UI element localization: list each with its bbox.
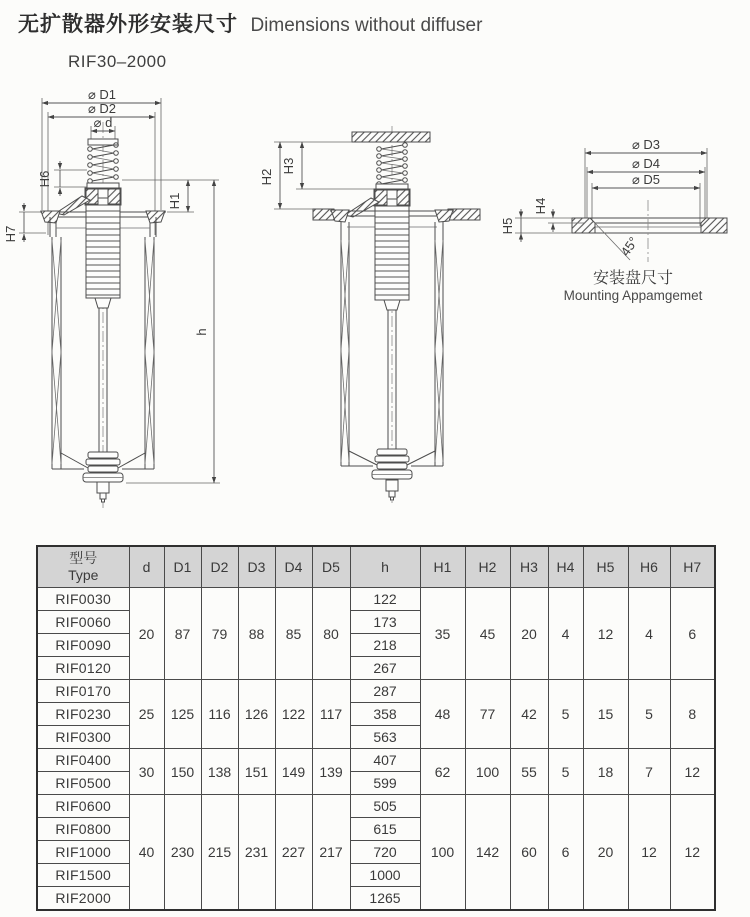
column-header-H4: H4 [548,546,583,588]
value-cell: 12 [583,588,628,680]
value-cell: 126 [238,680,275,749]
value-cell: 100 [465,749,510,795]
h-cell: 407 [350,749,420,772]
dim-label-h: h [194,328,209,336]
type-cell: RIF0800 [37,818,129,841]
value-cell: 227 [275,795,312,911]
dim-label-h5: H5 [500,217,515,235]
h-cell: 267 [350,657,420,680]
bottom-disc-stack [83,452,123,502]
page-title-english: Dimensions without diffuser [250,15,483,36]
value-cell: 12 [628,795,670,911]
column-header-H3: H3 [510,546,548,588]
value-cell: 20 [583,795,628,911]
value-cell: 88 [238,588,275,680]
value-cell: 217 [312,795,350,911]
value-cell: 125 [164,680,201,749]
drawing-mounting-plate [500,137,727,303]
column-header-H5: H5 [583,546,628,588]
h-cell: 1000 [350,864,420,887]
type-cell: RIF0170 [37,680,129,703]
h-cell: 563 [350,726,420,749]
value-cell: 18 [583,749,628,795]
h-cell: 358 [350,703,420,726]
type-cell: RIF2000 [37,887,129,911]
value-cell: 12 [670,795,715,911]
value-cell: 5 [548,749,583,795]
h-cell: 1265 [350,887,420,911]
value-cell: 138 [201,749,238,795]
value-cell: 85 [275,588,312,680]
ribbed-core [86,205,120,298]
column-header-D4: D4 [275,546,312,588]
value-cell: 7 [628,749,670,795]
column-header-H1: H1 [420,546,465,588]
value-cell: 230 [164,795,201,911]
value-cell: 40 [129,795,164,911]
h-cell: 505 [350,795,420,818]
ribbed-core-installed [375,206,409,300]
value-cell: 79 [201,588,238,680]
model-range-label: RIF30–2000 [68,52,167,71]
spec-table [36,545,716,911]
top-plate [352,132,430,142]
dim-label-h3: H3 [281,157,296,175]
type-cell: RIF0030 [37,588,129,611]
page-title-chinese: 无扩散器外形安装尺寸 [18,13,238,36]
column-header-h: h [350,546,420,588]
type-cell: RIF0120 [37,657,129,680]
value-cell: 87 [164,588,201,680]
value-cell: 80 [312,588,350,680]
column-header-D3: D3 [238,546,275,588]
column-header-H2: H2 [465,546,510,588]
value-cell: 30 [129,749,164,795]
plate-section [572,200,727,262]
dim-label-45deg: 45° [617,234,642,259]
dim-label-d2: ⌀ D2 [87,101,117,116]
dim-label-d5: ⌀ D5 [631,172,661,187]
type-cell: RIF1000 [37,841,129,864]
value-cell: 15 [583,680,628,749]
value-cell: 55 [510,749,548,795]
table-row [37,588,715,611]
table-row [37,749,715,772]
h-cell: 173 [350,611,420,634]
type-cell: RIF0500 [37,772,129,795]
value-cell: 215 [201,795,238,911]
value-cell: 48 [420,680,465,749]
h-cell: 615 [350,818,420,841]
value-cell: 20 [510,588,548,680]
type-cell: RIF0230 [37,703,129,726]
value-cell: 60 [510,795,548,911]
dim-label-d3: ⌀ D3 [631,137,661,152]
value-cell: 100 [420,795,465,911]
mounting-caption-chinese: 安装盘尺寸 [592,270,674,287]
h-cell: 720 [350,841,420,864]
value-cell: 5 [548,680,583,749]
value-cell: 142 [465,795,510,911]
dim-label-h7: H7 [3,225,18,243]
spec-table-header-row [37,546,715,588]
value-cell: 116 [201,680,238,749]
value-cell: 149 [275,749,312,795]
column-header-H6: H6 [628,546,670,588]
value-cell: 42 [510,680,548,749]
column-header-H7: H7 [670,546,715,588]
value-cell: 25 [129,680,164,749]
value-cell: 151 [238,749,275,795]
gusset-rib-installed [345,198,379,217]
type-cell: RIF0300 [37,726,129,749]
h-cell: 218 [350,634,420,657]
dim-label-d4: ⌀ D4 [631,156,661,171]
column-header-d: d [129,546,164,588]
value-cell: 4 [548,588,583,680]
value-cell: 6 [548,795,583,911]
dim-label-h1: H1 [167,192,182,210]
value-cell: 62 [420,749,465,795]
value-cell: 77 [465,680,510,749]
drawing-silencer-installed [259,126,480,505]
column-header-D5: D5 [312,546,350,588]
type-cell: RIF1500 [37,864,129,887]
dim-label-d-small: ⌀ d [93,115,113,130]
value-cell: 12 [670,749,715,795]
spec-table-body [37,588,715,911]
table-row [37,795,715,818]
dim-label-h2: H2 [259,168,274,186]
top-fitting [85,183,121,205]
h-cell: 287 [350,680,420,703]
value-cell: 150 [164,749,201,795]
value-cell: 35 [420,588,465,680]
h-cell: 122 [350,588,420,611]
value-cell: 45 [465,588,510,680]
dim-label-h4: H4 [533,197,548,215]
value-cell: 117 [312,680,350,749]
value-cell: 8 [670,680,715,749]
dim-label-d1: ⌀ D1 [87,87,117,102]
dim-label-h6: H6 [37,170,52,188]
top-fitting-installed [374,184,410,206]
h-cell: 599 [350,772,420,795]
value-cell: 231 [238,795,275,911]
column-header-D2: D2 [201,546,238,588]
value-cell: 6 [670,588,715,680]
value-cell: 20 [129,588,164,680]
type-cell: RIF0090 [37,634,129,657]
value-cell: 122 [275,680,312,749]
column-header-type: 型号 Type [37,546,129,588]
column-header-D1: D1 [164,546,201,588]
value-cell: 139 [312,749,350,795]
value-cell: 4 [628,588,670,680]
bottom-disc-stack-installed [372,449,412,500]
mounting-caption-english: Mounting Appamgemet [563,288,703,303]
type-cell: RIF0400 [37,749,129,772]
drawing-silencer-free [3,87,220,508]
value-cell: 5 [628,680,670,749]
type-cell: RIF0600 [37,795,129,818]
type-cell: RIF0060 [37,611,129,634]
table-row [37,680,715,703]
